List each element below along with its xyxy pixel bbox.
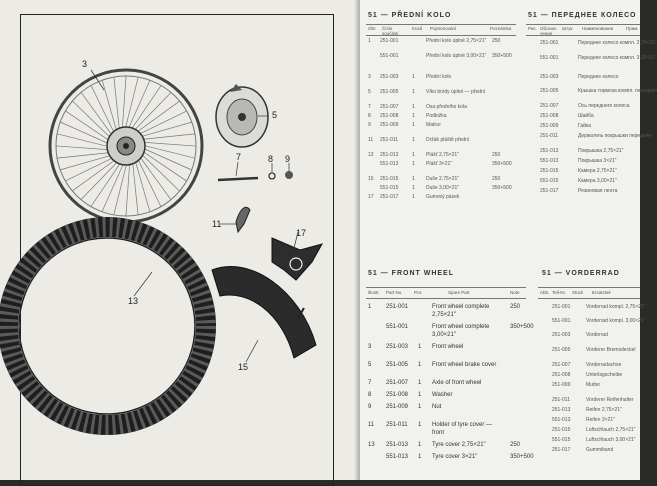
fig-number: 15 — [368, 176, 374, 182]
callout-17: 17 — [296, 228, 307, 238]
fig-number: 1 — [368, 304, 372, 310]
part-name: Washer — [432, 392, 453, 398]
part-number: 251-011 — [552, 397, 570, 403]
part-name: Переднее колесо компл. 2,75×21" — [578, 40, 657, 46]
part-name: Переднее колесо компл. 3,00×21" — [578, 55, 657, 61]
fig-number: 7 — [368, 380, 372, 386]
part-name: Přední kolo úplné 3,00×21" — [426, 53, 487, 59]
part-name: Unterlagscheibe — [586, 372, 623, 378]
part-name: Front wheel complete — [432, 304, 490, 310]
callout-8: 8 — [268, 154, 274, 164]
quantity: 1 — [418, 380, 422, 386]
part-number: 251-008 — [386, 392, 409, 398]
part-name: Резиновая лента — [578, 188, 618, 194]
callout-7: 7 — [236, 152, 242, 162]
list-item — [360, 447, 640, 459]
part-name: Osa předního kola — [426, 104, 467, 110]
header-rule — [526, 35, 640, 36]
note: 350+500 — [510, 454, 534, 460]
part-number: 251-005 — [380, 89, 399, 95]
part-number: 251-001 — [380, 38, 399, 44]
header-rule — [366, 287, 526, 288]
fig-number: 11 — [368, 137, 374, 143]
section-title-german: 51 — VORDERRAD — [542, 270, 620, 277]
header-fig-en: Illustr. — [368, 290, 380, 295]
section-title-english: 51 — FRONT WHEEL — [368, 270, 455, 277]
part-number: 551-013 — [386, 454, 409, 460]
part-number: 251-001 — [386, 304, 409, 310]
part-number: 551-001 — [540, 55, 559, 61]
header-qty-ru: Штук — [562, 26, 573, 31]
fig-number: 13 — [368, 152, 374, 158]
part-name: Reifen 2,75×21" — [586, 407, 622, 413]
note: 350+500 — [492, 53, 512, 59]
part-number: 251-015 — [552, 427, 571, 433]
part-name: Plášť 2,75×21" — [426, 152, 459, 158]
part-number: 551-001 — [552, 318, 571, 324]
part-number: 251-003 — [540, 74, 559, 80]
list-item — [360, 88, 657, 100]
part-number: 251-009 — [386, 404, 409, 410]
quantity: 1 — [412, 137, 415, 143]
header-name-de: Ersatzteil — [592, 290, 611, 295]
header-note: Poznámka — [490, 26, 512, 31]
part-number: 551-015 — [552, 437, 571, 443]
header-fig: Obr. — [368, 26, 377, 31]
part-name: Mutter — [586, 382, 601, 388]
list-item — [360, 188, 640, 200]
part-number: 251-008 — [540, 113, 559, 119]
part-name: Камера 2,75×21" — [578, 168, 617, 174]
part-name: Plášť 3×21" — [426, 161, 453, 167]
list-item — [360, 304, 646, 316]
part-number: 251-009 — [540, 123, 559, 129]
quantity: 1 — [418, 404, 422, 410]
note: 250 — [492, 152, 501, 158]
callout-15: 15 — [238, 362, 249, 372]
fig-number: 9 — [368, 404, 372, 410]
part-name: Matice — [426, 122, 441, 128]
header-fig-de: Abb. — [540, 290, 550, 295]
quantity: 1 — [412, 89, 415, 95]
quantity: 1 — [412, 194, 415, 200]
part-number: 251-009 — [552, 382, 571, 388]
header-note-en: Note — [510, 290, 520, 295]
callout-11: 11 — [212, 219, 222, 229]
part-number: 551-001 — [386, 324, 409, 330]
note: 250 — [492, 176, 501, 182]
fig-number: 11 — [368, 422, 375, 428]
header-part-en: Part No. — [386, 290, 403, 295]
part-name-continued: front — [432, 430, 445, 436]
fig-number: 13 — [368, 442, 375, 448]
part-name: Nut — [432, 404, 442, 410]
part-number: 251-009 — [380, 122, 399, 128]
part-name: Přední kolo úplné 2,75×21" — [426, 38, 487, 44]
note: 250 — [510, 304, 521, 310]
part-name: Víko brzdy úplné — přední — [426, 89, 486, 95]
header-name-en: Spare Part — [448, 290, 470, 295]
part-name: Držák pláště přední — [426, 137, 470, 143]
part-name: Ось переднего колеса — [578, 103, 630, 109]
quantity: 1 — [418, 442, 422, 448]
quantity: 1 — [412, 104, 415, 110]
fig-number: 8 — [368, 113, 371, 119]
fig-number: 5 — [368, 362, 372, 368]
quantity: 1 — [412, 161, 415, 167]
part-name: Holder of tyre cover — — [432, 422, 493, 428]
list-item — [360, 74, 640, 86]
part-name-continued: 3,00×21" — [432, 332, 456, 338]
header-fig-ru: Рис. — [528, 26, 538, 31]
callout-13: 13 — [128, 296, 139, 306]
part-number: 251-011 — [540, 133, 558, 139]
part-number: 251-015 — [540, 168, 559, 174]
quantity: 1 — [418, 344, 422, 350]
list-item — [360, 382, 640, 394]
fig-number: 7 — [368, 104, 371, 110]
part-number: 251-013 — [380, 152, 399, 158]
part-number: 551-001 — [380, 53, 399, 59]
part-number: 251-003 — [552, 332, 571, 338]
header-rule — [538, 298, 640, 299]
section-title-czech: 51 — PŘEDNÍ KOLO — [368, 12, 452, 19]
note: 350+500 — [492, 185, 512, 191]
section-title-russian: 51 — ПЕРЕДНЕЕ КОЛЕСО — [528, 12, 637, 19]
part-name: Крышка тормоза компл. передняя — [578, 88, 657, 94]
part-name: Покрышка 3×21" — [578, 158, 617, 164]
part-number: 251-017 — [380, 194, 399, 200]
part-name: Front wheel — [432, 344, 464, 350]
header-rule — [526, 24, 640, 25]
fig-number: 8 — [368, 392, 372, 398]
header-rule — [366, 298, 526, 299]
part-number: 251-003 — [380, 74, 399, 80]
fig-number: 3 — [368, 344, 372, 350]
note: 250 — [492, 38, 501, 44]
part-number: 251-007 — [552, 362, 571, 368]
part-name: Přední kolo — [426, 74, 452, 80]
part-number: 251-013 — [540, 148, 559, 154]
part-name: Vorderrad — [586, 332, 608, 338]
part-number: 251-005 — [386, 362, 409, 368]
part-number: 251-007 — [380, 104, 399, 110]
part-name: Vorderradachse — [586, 362, 622, 368]
part-number: 251-001 — [552, 304, 571, 310]
part-name: Шайба — [578, 113, 594, 119]
part-name: Tyre cover 3×21" — [432, 454, 478, 460]
part-name: Duše 2,75×21" — [426, 176, 460, 182]
callout-3: 3 — [82, 59, 88, 69]
fig-number: 9 — [368, 122, 371, 128]
part-name: Podložka — [426, 113, 447, 119]
part-number: 251-017 — [540, 188, 559, 194]
quantity: 1 — [418, 454, 422, 460]
header-qty-de: Stück — [572, 290, 584, 295]
note: 350+500 — [510, 324, 534, 330]
part-name: Vorderrad kompl. 3,00×21" — [586, 318, 646, 324]
part-name: Держатель покрышки переднее — [578, 133, 652, 139]
part-name: Luftschlauch 3,00×21" — [586, 437, 636, 443]
quantity: 1 — [418, 362, 422, 368]
header-part-de: Teil-Nr. — [552, 290, 567, 295]
part-number: 251-003 — [386, 344, 409, 350]
part-number: 251-007 — [540, 103, 559, 109]
part-number: 551-015 — [540, 178, 559, 184]
part-name: Gumový pásek — [426, 194, 460, 200]
part-number: 251-005 — [552, 347, 571, 353]
header-rule — [538, 287, 640, 288]
list-item — [360, 332, 640, 344]
part-name: Vorderer Bremsdeckel — [586, 347, 636, 353]
list-item — [360, 55, 657, 67]
part-name: Duše 3,00×21" — [426, 185, 460, 191]
part-number: 251-005 — [540, 88, 559, 94]
quantity: 1 — [412, 185, 415, 191]
quantity: 1 — [412, 74, 415, 80]
header-rule — [366, 24, 516, 25]
part-number: 251-013 — [552, 407, 571, 413]
part-name: Luftschlauch 2,75×21" — [586, 427, 636, 433]
fig-number: 5 — [368, 89, 371, 95]
part-name: Гайка — [578, 123, 592, 129]
list-item — [360, 347, 640, 359]
parts-list-page — [360, 0, 657, 480]
quantity: 1 — [412, 176, 415, 182]
quantity: 1 — [418, 392, 422, 398]
header-part-ru: Обозна- чение — [540, 26, 558, 36]
part-number: 251-011 — [380, 137, 398, 143]
header-rule — [366, 35, 516, 36]
quantity: 1 — [412, 122, 415, 128]
fig-number: 17 — [368, 194, 374, 200]
quantity: 1 — [412, 113, 415, 119]
part-name-continued: 2,75×21" — [432, 312, 456, 318]
header-qty-en: Pcs — [414, 290, 422, 295]
part-number: 251-011 — [386, 422, 408, 428]
part-number: 251-008 — [380, 113, 399, 119]
part-number: 551-013 — [552, 417, 571, 423]
list-item — [360, 133, 652, 145]
part-name: Tyre cover 2,75×21" — [432, 442, 486, 448]
part-name: Front wheel complete — [432, 324, 490, 330]
header-part: Číslo součásti — [382, 26, 399, 36]
part-name: Gummiband — [586, 447, 614, 453]
header-name: Pojmenování — [430, 26, 457, 31]
part-name: Vorderrad kompl. 2,75×21" — [586, 304, 646, 310]
part-name: Axle of front wheel — [432, 380, 482, 386]
part-number: 251-007 — [386, 380, 409, 386]
part-name: Front wheel brake cover — [432, 362, 497, 368]
part-name: Переднее колесо — [578, 74, 619, 80]
fig-number: 1 — [368, 38, 371, 44]
part-number: 251-008 — [552, 372, 571, 378]
part-name: Reifen 3×21" — [586, 417, 615, 423]
note: 250 — [510, 442, 521, 448]
callout-5: 5 — [272, 110, 278, 120]
callout-9: 9 — [285, 154, 291, 164]
part-name: Камера 3,00×21" — [578, 178, 617, 184]
part-number: 551-015 — [380, 185, 399, 191]
part-number: 551-013 — [540, 158, 559, 164]
quantity: 1 — [412, 152, 415, 158]
part-name: Vorderer Reifenhalter — [586, 397, 634, 403]
part-number: 251-017 — [552, 447, 571, 453]
header-qty: Kusů — [412, 26, 423, 31]
header-note-ru: Прим. — [626, 26, 639, 31]
list-item — [360, 40, 657, 52]
fig-number: 3 — [368, 74, 371, 80]
part-name: Покрышка 2,75×21" — [578, 148, 624, 154]
part-number: 251-015 — [380, 176, 399, 182]
part-number: 251-013 — [386, 442, 409, 448]
part-number: 551-013 — [380, 161, 399, 167]
header-name-ru: Наименование — [582, 26, 614, 31]
list-item — [360, 318, 646, 330]
note: 350+500 — [492, 161, 512, 167]
part-number: 251-001 — [540, 40, 559, 46]
quantity: 1 — [418, 422, 422, 428]
